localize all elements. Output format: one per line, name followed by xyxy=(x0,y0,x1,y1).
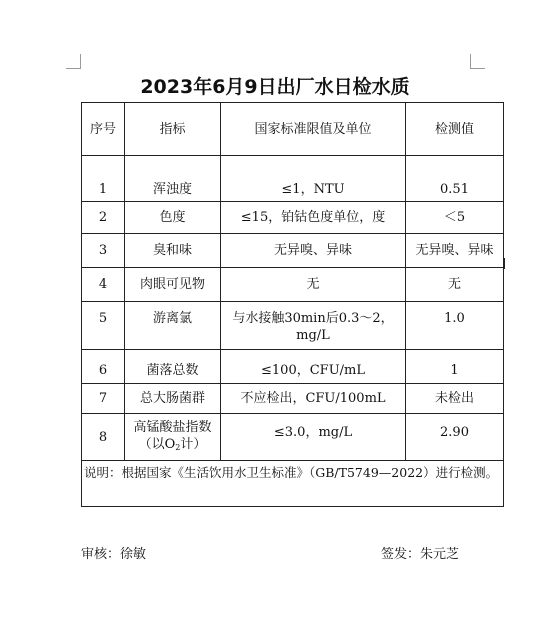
cell-value: 1.0 xyxy=(406,302,504,350)
cell-value: 无 xyxy=(406,268,504,302)
reviewer-signature: 审核：徐敏 xyxy=(81,547,147,562)
cell-limit: 无 xyxy=(221,268,406,302)
cell-indicator: 肉眼可见物 xyxy=(125,268,221,302)
cell-value: 0.51 xyxy=(406,156,504,202)
cell-limit xyxy=(221,302,406,350)
cell-no: 6 xyxy=(82,350,125,384)
cell-value: 无异嗅、异味 xyxy=(406,234,504,268)
table-row xyxy=(82,234,504,268)
table-row xyxy=(82,384,504,414)
cell-limit: ≤1，NTU xyxy=(221,156,406,202)
cell-value: 2.90 xyxy=(406,414,504,461)
water-quality-table xyxy=(81,102,504,507)
issuer-signature: 签发：朱元芝 xyxy=(381,547,460,562)
cell-indicator-line1: 高锰酸盐指数 xyxy=(133,419,212,435)
table-row xyxy=(82,350,504,384)
header-value: 检测值 xyxy=(406,103,504,156)
cell-no: 8 xyxy=(82,414,125,461)
cell-indicator: 游离氯 xyxy=(125,302,221,350)
table-row xyxy=(82,156,504,202)
cell-no: 2 xyxy=(82,202,125,234)
cell-limit: 不应检出，CFU/100mL xyxy=(221,384,406,414)
cell-limit-line1: 与水接触30min后0.3～2， xyxy=(232,311,394,326)
cell-limit: ≤100，CFU/mL xyxy=(221,350,406,384)
cell-indicator-line2: （以$O_2$计） xyxy=(138,436,207,452)
table-row xyxy=(82,202,504,234)
document-title: 2023年6月9日出厂水日检水质 xyxy=(140,76,410,98)
header-indicator: 指标 xyxy=(125,103,221,156)
cell-limit-line2: mg/L xyxy=(296,328,330,343)
cell-value: 未检出 xyxy=(406,384,504,414)
cell-value: ＜5 xyxy=(406,202,504,234)
cell-indicator: 菌落总数 xyxy=(125,350,221,384)
cell-indicator: 色度 xyxy=(125,202,221,234)
cell-no: 4 xyxy=(82,268,125,302)
cell-no: 1 xyxy=(82,156,125,202)
cell-indicator xyxy=(125,414,221,461)
table-row xyxy=(82,302,504,350)
edge-mark xyxy=(503,258,505,269)
cell-value: 1 xyxy=(406,350,504,384)
cell-indicator: 臭和味 xyxy=(125,234,221,268)
table-header-row xyxy=(82,103,504,156)
table-row xyxy=(82,268,504,302)
cell-no: 5 xyxy=(82,302,125,350)
note-text: 说明：根据国家《生活饮用水卫生标准》（GB/T5749—2022）进行检测。 xyxy=(82,461,504,507)
header-limit: 国家标准限值及单位 xyxy=(221,103,406,156)
header-no: 序号 xyxy=(82,103,125,156)
table-note-row xyxy=(82,461,504,507)
cell-limit: 无异嗅、异味 xyxy=(221,234,406,268)
cell-limit: ≤15，铂钴色度单位，度 xyxy=(221,202,406,234)
cell-indicator: 浑浊度 xyxy=(125,156,221,202)
cell-no: 3 xyxy=(82,234,125,268)
page-corner-mark-left xyxy=(66,54,81,69)
page-corner-mark-right xyxy=(470,54,485,69)
cell-indicator: 总大肠菌群 xyxy=(125,384,221,414)
cell-no: 7 xyxy=(82,384,125,414)
cell-limit: ≤3.0，mg/L xyxy=(221,414,406,461)
table-row xyxy=(82,414,504,461)
